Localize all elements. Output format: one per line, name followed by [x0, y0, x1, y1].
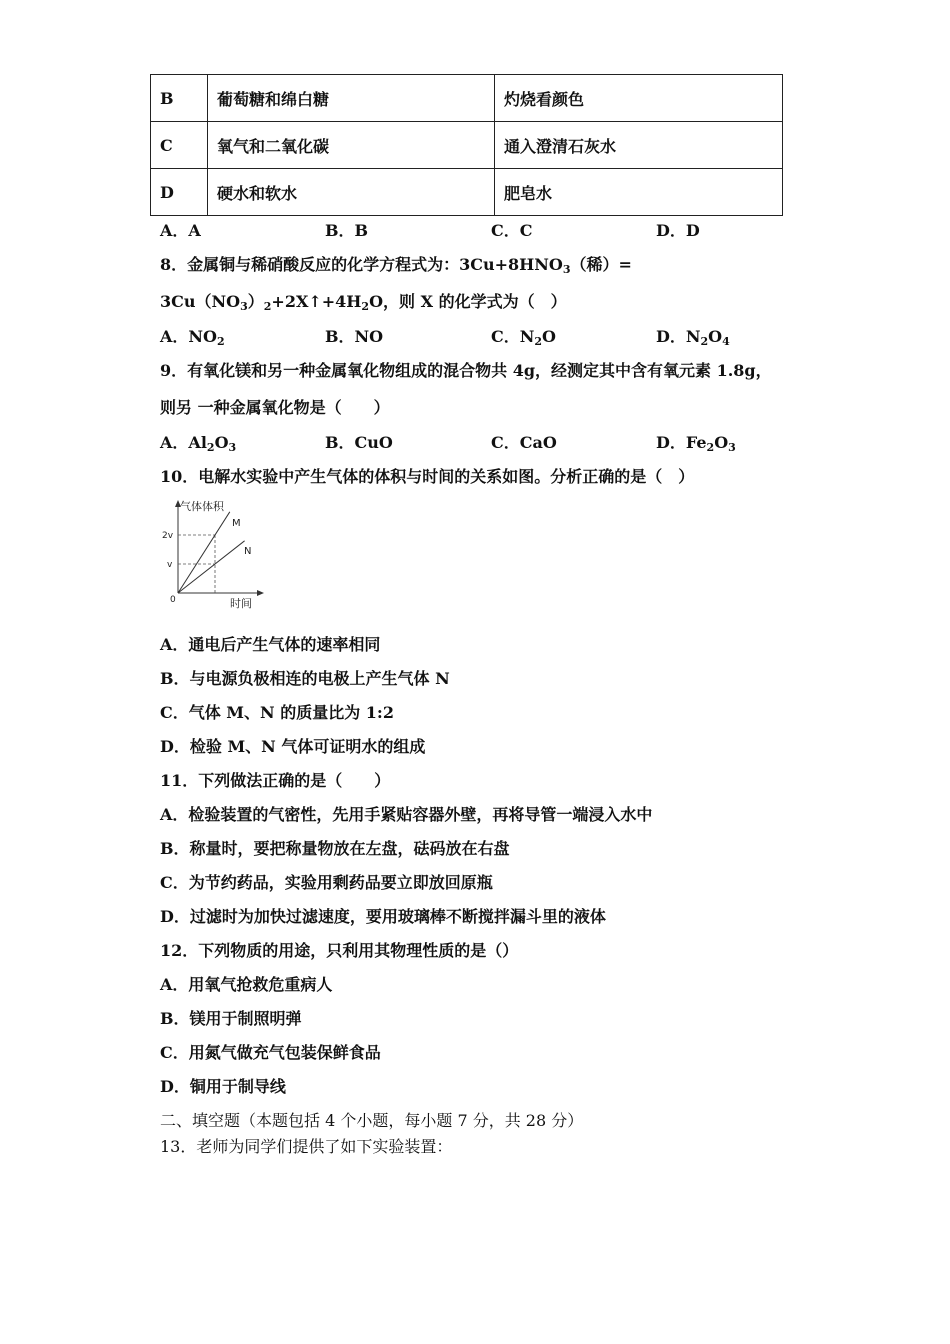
q7-option-a: A．A — [160, 221, 201, 240]
series-m-line — [178, 512, 230, 593]
q12-option-c: C．用氮气做充气包装保鲜食品 — [160, 1043, 381, 1062]
q7-option-d: D．D — [656, 221, 700, 240]
x-axis-label: 时间 — [230, 597, 252, 610]
q8-stem-line1: 8．金属铜与稀硝酸反应的化学方程式为：$3Cu+8HNO_3$（稀）= — [160, 255, 632, 276]
x-axis-arrow-icon — [257, 590, 264, 596]
section-title: 二、填空题（本题包括 4 个小题，每小题 7 分，共 28 分） — [160, 1111, 584, 1130]
gas-volume-chart — [158, 498, 273, 613]
table-cell-key: C — [151, 122, 208, 169]
q11-option-d: D．过滤时为加快过滤速度，要用玻璃棒不断搅拌漏斗里的液体 — [160, 907, 606, 926]
origin-label: 0 — [170, 595, 176, 605]
table-cell-items: 硬水和软水 — [208, 169, 495, 216]
table-cell-method: 灼烧看颜色 — [495, 75, 783, 122]
q9-stem-line2: 则另 一种金属氧化物是（ ） — [160, 398, 390, 417]
q11-option-a: A．检验装置的气密性，先用手紧贴容器外壁，再将导管一端浸入水中 — [160, 805, 653, 824]
q11-stem: 11．下列做法正确的是（ ） — [160, 771, 391, 790]
q8-option-d: D．$N_2O_4$ — [656, 327, 730, 348]
q11-option-c: C．为节约药品，实验用剩药品要立即放回原瓶 — [160, 873, 493, 892]
q9-option-c: C．CaO — [491, 433, 557, 452]
q13-stem: 13．老师为同学们提供了如下实验装置： — [160, 1137, 453, 1156]
table-row — [151, 169, 783, 216]
series-m-label: M — [232, 518, 241, 529]
table-cell-key: B — [151, 75, 208, 122]
table-cell-items: 氧气和二氧化碳 — [208, 122, 495, 169]
q12-option-a: A．用氧气抢救危重病人 — [160, 975, 333, 994]
q9-stem-line1: 9．有氧化镁和另一种金属氧化物组成的混合物共 4g，经测定其中含有氧元素 1.8g， — [160, 361, 772, 380]
series-n-label: N — [244, 546, 252, 557]
q9-option-b: B．CuO — [325, 433, 393, 452]
table-cell-method: 通入澄清石灰水 — [495, 122, 783, 169]
q10-option-b: B．与电源负极相连的电极上产生气体 N — [160, 669, 450, 688]
y-tick-label-v: v — [167, 560, 173, 570]
q10-stem: 10．电解水实验中产生气体的体积与时间的关系如图。分析正确的是（ ） — [160, 467, 695, 486]
table-cell-method: 肥皂水 — [495, 169, 783, 216]
q10-option-c: C．气体 M、N 的质量比为 1:2 — [160, 703, 394, 722]
y-axis-label: 气体体积 — [180, 500, 224, 513]
q8-option-b: B．NO — [325, 327, 384, 346]
q11-option-b: B．称量时，要把称量物放在左盘，砝码放在右盘 — [160, 839, 510, 858]
table-row — [151, 122, 783, 169]
q12-option-b: B．镁用于制照明弹 — [160, 1009, 302, 1028]
q12-option-d: D．铜用于制导线 — [160, 1077, 286, 1096]
answer-table — [150, 74, 783, 216]
q9-option-d: D．$Fe_2O_3$ — [656, 433, 736, 454]
q7-option-b: B．B — [325, 221, 369, 240]
y-tick-label-2v: 2v — [162, 531, 174, 541]
q7-option-c: C．C — [491, 221, 533, 240]
q8-option-a: A．$NO_2$ — [160, 327, 225, 348]
q8-stem-line2: $3Cu(NO_3)_2+2X↑+4H_2O$，则 X 的化学式为（ ） — [160, 292, 567, 313]
series-n-line — [178, 541, 245, 593]
q10-option-a: A．通电后产生气体的速率相同 — [160, 635, 381, 654]
table-cell-items: 葡萄糖和绵白糖 — [208, 75, 495, 122]
q12-stem: 12．下列物质的用途，只利用其物理性质的是（） — [160, 941, 519, 960]
q8-option-c: C．$N_2O$ — [491, 327, 556, 348]
table-row — [151, 75, 783, 122]
q9-option-a: A．$Al_2O_3$ — [160, 433, 237, 454]
q10-option-d: D．检验 M、N 气体可证明水的组成 — [160, 737, 426, 756]
table-cell-key: D — [151, 169, 208, 216]
